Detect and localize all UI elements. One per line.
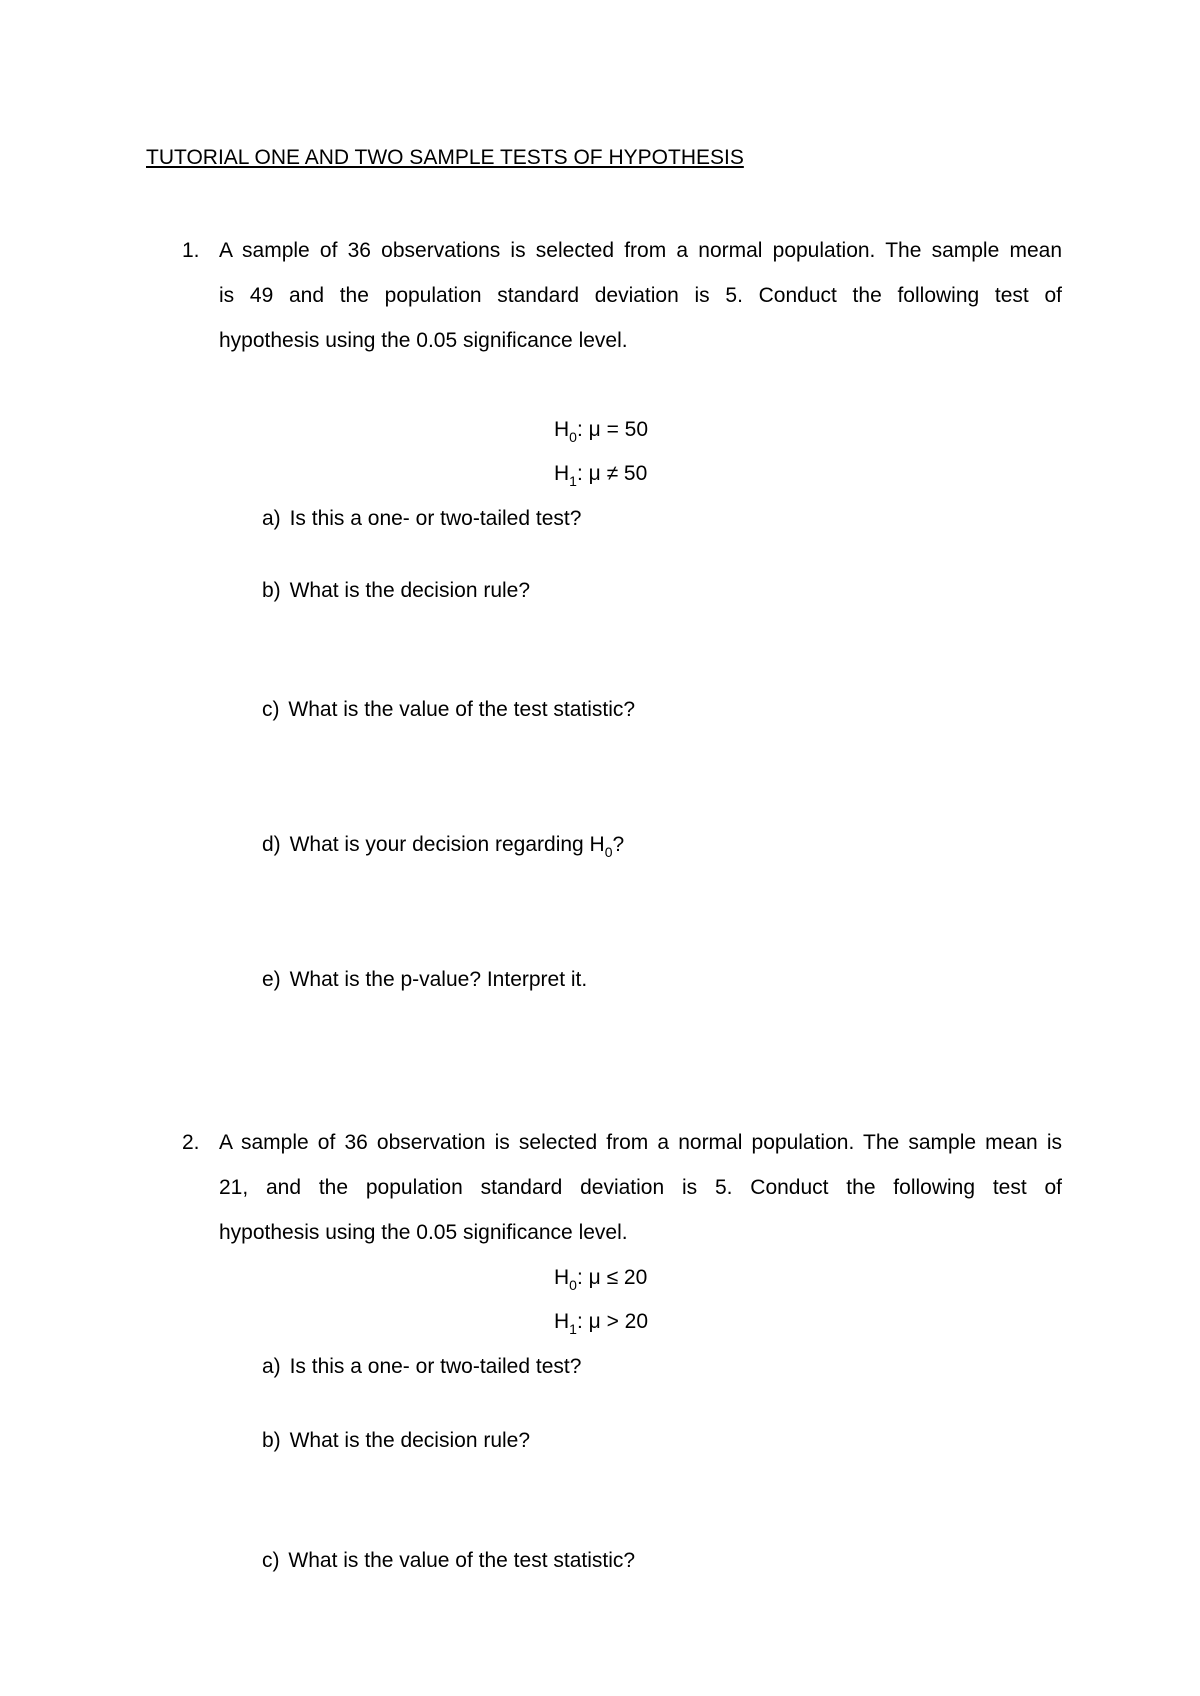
null-hypothesis: $H_0$: μ = 50 xyxy=(554,418,649,445)
question-text-line: A sample of 36 observation is selected from a normal population. The sample mean is xyxy=(219,1131,1062,1154)
null-hypothesis: $H_0$: μ ≤ 20 xyxy=(554,1266,648,1293)
question-text-line: 21, and the population standard deviation is 5. Conduct the following test of xyxy=(219,1176,1062,1199)
sub-question: a) Is this a one- or two-tailed test? xyxy=(262,1355,582,1378)
question-number: 1. xyxy=(182,239,200,262)
question-text-line: is 49 and the population standard deviation is 5. Conduct the following test of xyxy=(219,284,1062,307)
sub-question: e) What is the p-value? Interpret it. xyxy=(262,968,588,991)
sub-question: c) What is the value of the test statistic? xyxy=(262,698,636,721)
sub-question: a) Is this a one- or two-tailed test? xyxy=(262,507,582,530)
sub-question: c) What is the value of the test statistic? xyxy=(262,1549,636,1572)
question-text-line: hypothesis using the 0.05 significance level. xyxy=(219,1221,628,1244)
sub-question: b) What is the decision rule? xyxy=(262,1429,531,1452)
sub-question: d) What is your decision regarding H0? xyxy=(262,833,625,860)
question-number: 2. xyxy=(182,1131,200,1154)
page-title: TUTORIAL ONE AND TWO SAMPLE TESTS OF HYPOTHESIS xyxy=(146,146,744,169)
question-text-line: A sample of 36 observations is selected from a normal population. The sample mean xyxy=(219,239,1062,262)
alternative-hypothesis: $H_1$: μ ≠ 50 xyxy=(554,462,648,489)
alternative-hypothesis: $H_1$: μ > 20 xyxy=(554,1310,649,1337)
question-text-line: hypothesis using the 0.05 significance level. xyxy=(219,329,628,352)
sub-question: b) What is the decision rule? xyxy=(262,579,531,602)
